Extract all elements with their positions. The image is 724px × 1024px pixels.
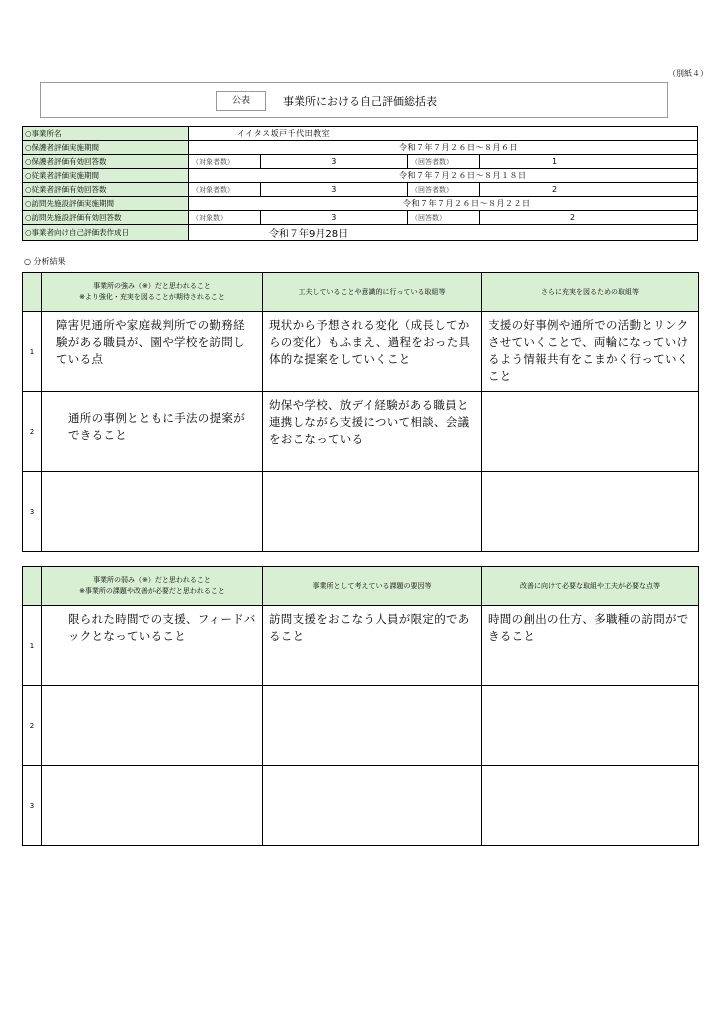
strength-cell (42, 472, 263, 552)
row-number: 1 (23, 606, 42, 686)
weaknesses-header-1: 事業所の弱み（※）だと思われること ※事業所の課題や改善が必要だと思われること (42, 567, 263, 606)
strength-effort-cell: 幼保や学校、放デイ経験がある職員と連携しながら支援について相談、会議をおこなっている (263, 392, 482, 472)
guardian-respondent-label: （回答者数） (408, 155, 480, 169)
created-date-label: ○事業者向け自己評価表作成日 (23, 225, 189, 241)
staff-target: 3 (261, 183, 408, 197)
guardian-target-label: （対象者数） (189, 155, 261, 169)
weaknesses-header-2: 事業所として考えている課題の要因等 (263, 567, 482, 606)
table-row (23, 606, 699, 686)
weakness-improve-cell (482, 686, 699, 766)
visit-respondents: 2 (480, 211, 698, 225)
strength-improve-cell (482, 392, 699, 472)
strength-improve-cell (482, 472, 699, 552)
weakness-cause-cell: 訪問支援をおこなう人員が限定的であること (263, 606, 482, 686)
strength-cell: 通所の事例とともに手法の提案ができること (42, 392, 263, 472)
guardian-target: 3 (261, 155, 408, 169)
weakness-improve-cell: 時間の創出の仕方、多職種の訪問ができること (482, 606, 699, 686)
strengths-table (22, 272, 699, 552)
weakness-cell (42, 686, 263, 766)
row-number: 1 (23, 312, 42, 392)
weakness-cell: 限られた時間での支援、フィードバックとなっていること (42, 606, 263, 686)
strength-improve-cell: 支援の好事例や通所での活動とリンクさせていくことで、両輪になっていけるよう情報共有をこまかく行っていくこと (482, 312, 699, 392)
staff-period-label: ○従業者評価実施期間 (23, 169, 189, 183)
table-row (23, 472, 699, 552)
staff-period: 令和７年７月２６日～８月１８日 (189, 169, 698, 183)
weaknesses-header-3: 改善に向けて必要な取組や工夫が必要な点等 (482, 567, 699, 606)
public-tag: 公表 (216, 91, 266, 111)
staff-respondents: 2 (480, 183, 698, 197)
strengths-header-3: さらに充実を図るための取組等 (482, 273, 699, 312)
table-row (23, 312, 699, 392)
info-table (22, 126, 698, 241)
strengths-num-header (23, 273, 42, 312)
table-row (23, 392, 699, 472)
row-number: 3 (23, 472, 42, 552)
weaknesses-table (22, 566, 699, 846)
strengths-header-2: 工夫していることや意識的に行っている取組等 (263, 273, 482, 312)
visit-period-label: ○訪問先施設評価実施期間 (23, 197, 189, 211)
row-number: 3 (23, 766, 42, 846)
strength-effort-cell (263, 472, 482, 552)
staff-respondent-label: （回答者数） (408, 183, 480, 197)
weakness-cell (42, 766, 263, 846)
facility-name: イイタス坂戸千代田教室 (189, 127, 698, 141)
guardian-period-label: ○保護者評価実施期間 (23, 141, 189, 155)
title-box (40, 82, 668, 118)
strengths-header-1: 事業所の強み（※）だと思われること ※より強化・充実を図ることが期待されること (42, 273, 263, 312)
staff-count-label: ○従業者評価有効回答数 (23, 183, 189, 197)
visit-count-label: ○訪問先施設評価有効回答数 (23, 211, 189, 225)
row-number: 2 (23, 392, 42, 472)
facility-name-label: ○事業所名 (23, 127, 189, 141)
strength-effort-cell: 現状から予想される変化（成長してからの変化）もふまえ、過程をおった具体的な提案をしていくこと (263, 312, 482, 392)
visit-target: 3 (261, 211, 408, 225)
table-row (23, 766, 699, 846)
visit-respondent-label: （回答数） (408, 211, 480, 225)
weaknesses-num-header (23, 567, 42, 606)
page-title: 事業所における自己評価総括表 (283, 95, 437, 108)
created-date: 令和７年9月28日 (189, 225, 698, 241)
guardian-respondents: 1 (480, 155, 698, 169)
strength-cell: 障害児通所や家庭裁判所での勤務経験がある職員が、園や学校を訪問している点 (42, 312, 263, 392)
visit-period: 令和７年７月２６日～８月２２日 (189, 197, 698, 211)
guardian-period: 令和７年７月２６日～８月６日 (189, 141, 698, 155)
row-number: 2 (23, 686, 42, 766)
table-row (23, 686, 699, 766)
annex-label: （別紙４） (668, 69, 708, 78)
guardian-count-label: ○保護者評価有効回答数 (23, 155, 189, 169)
visit-target-label: （対象数） (189, 211, 261, 225)
weakness-cause-cell (263, 686, 482, 766)
weakness-cause-cell (263, 766, 482, 846)
analysis-label: ○ 分析結果 (24, 257, 66, 266)
weakness-improve-cell (482, 766, 699, 846)
staff-target-label: （対象者数） (189, 183, 261, 197)
